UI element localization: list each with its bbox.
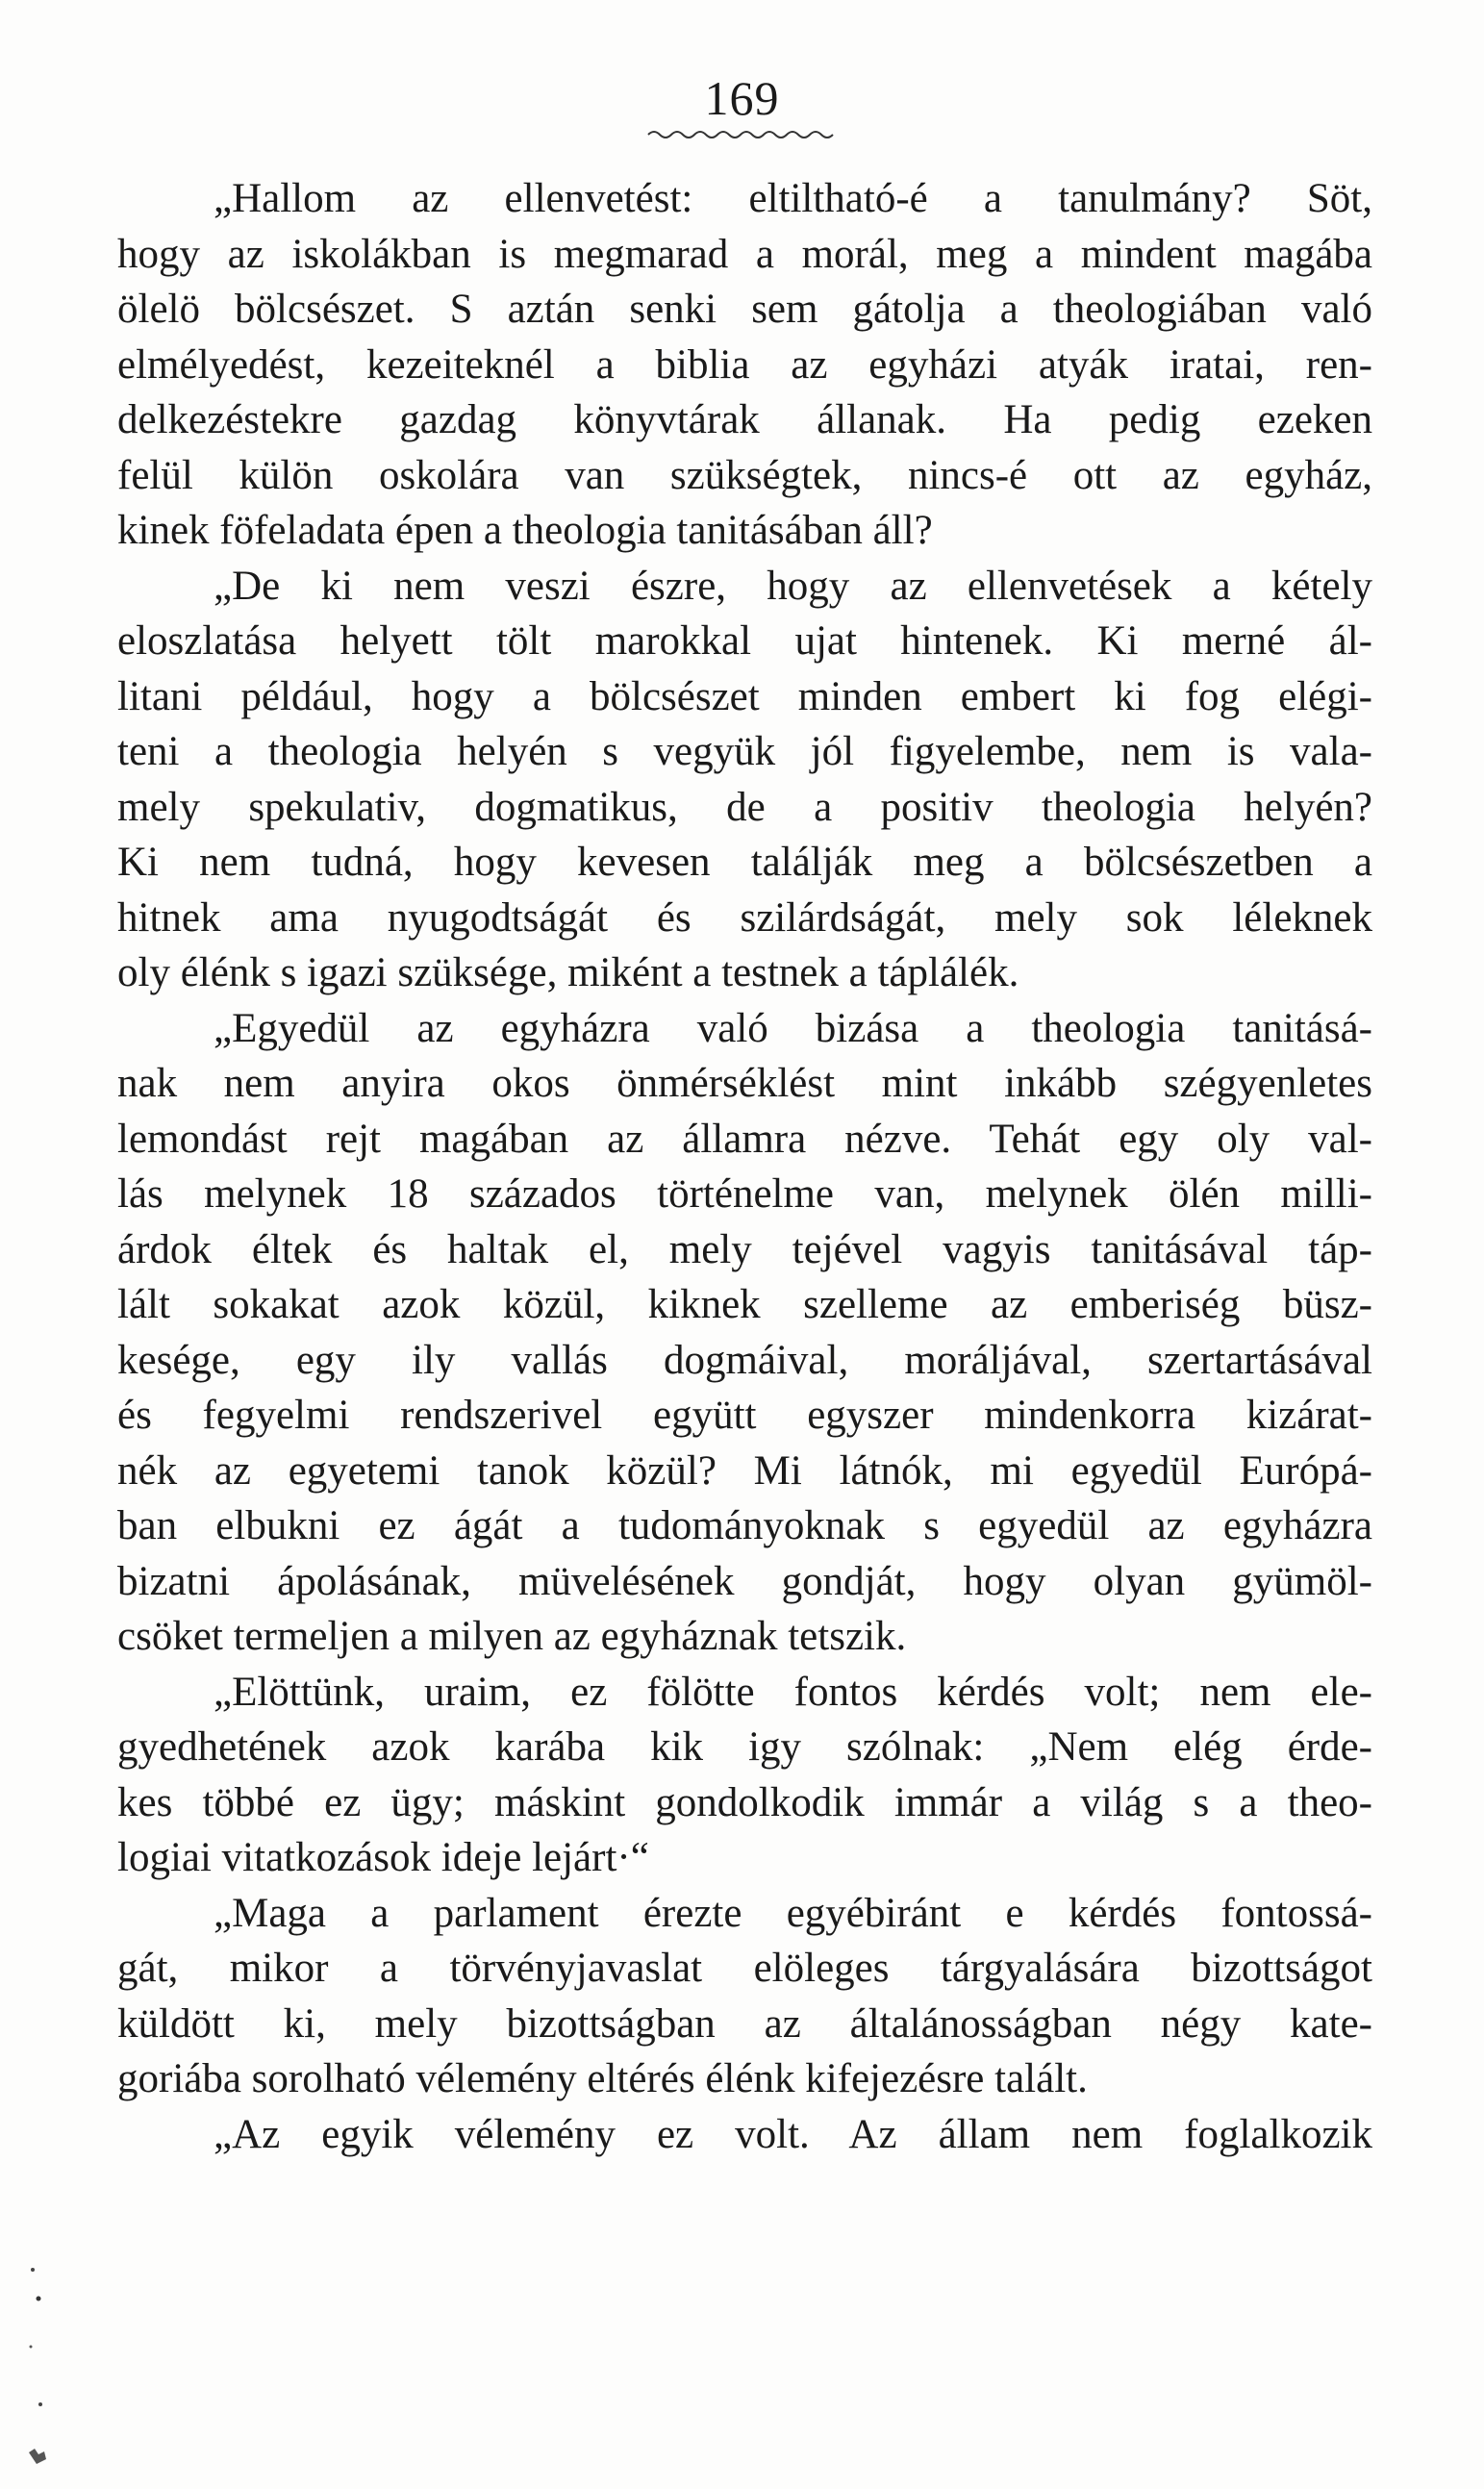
text-line: eloszlatása helyett tölt marokkal ujat hintenek. Ki merné ál-	[117, 618, 1372, 664]
text-line: bizatni ápolásának, müvelésének gondját, hogy olyan gyümöl-	[117, 1558, 1372, 1604]
page-number: 169	[704, 71, 780, 125]
text-line: logiai vitatkozások ideje lejárt·“	[117, 1835, 649, 1880]
text-line: „Elöttünk, uraim, ez fölötte fontos kérdés volt; nem ele-	[214, 1669, 1372, 1715]
text-line: ban elbukni ez ágát a tudományoknak s egyedül az egyházra	[117, 1503, 1372, 1548]
wavy-ornament	[646, 127, 839, 142]
text-line: árdok éltek és haltak el, mely tejével vagyis tanitásával táp-	[117, 1226, 1372, 1272]
text-line: lált sokakat azok közül, kiknek szelleme az emberiség büsz-	[117, 1282, 1372, 1327]
text-line: nék az egyetemi tanok közül? Mi látnók, mi egyedül Európá-	[117, 1447, 1372, 1494]
text-line: csöket termeljen a milyen az egyháznak tetszik.	[117, 1614, 907, 1659]
text-line: teni a theologia helyén s vegyük jól figyelembe, nem is vala-	[117, 729, 1372, 774]
margin-specks	[19, 2260, 58, 2481]
text-line: „Hallom az ellenvetést: eltiltható-é a tanulmány? Söt,	[214, 176, 1372, 221]
text-line: „Az egyik vélemény ez volt. Az állam nem foglalkozik	[214, 2111, 1372, 2157]
text-line: „Maga a parlament érezte egyébiránt e kérdés fontossá-	[214, 1890, 1372, 1936]
text-line: lemondást rejt magában az államra nézve. Tehát egy oly val-	[117, 1116, 1372, 1162]
text-line: lás melynek 18 százados történelme van, melynek ölén milli-	[117, 1171, 1372, 1217]
text-line: ölelö bölcsészet. S aztán senki sem gátolja a theologiában való	[117, 287, 1372, 332]
text-line: kes többé ez ügy; máskint gondolkodik immár a világ s a theo-	[117, 1779, 1372, 1825]
text-line: „De ki nem veszi észre, hogy az ellenvetések a kétely	[214, 563, 1372, 609]
text-line: kesége, egy ily vallás dogmáival, moráljával, szertartásával	[117, 1337, 1372, 1383]
text-line: gát, mikor a törvényjavaslat elöleges tárgyalására bizottságot	[117, 1946, 1372, 1991]
text-line: goriába sorolható vélemény eltérés élénk kifejezésre talált.	[117, 2056, 1088, 2101]
text-line: delkezéstekre gazdag könyvtárak állanak. Ha pedig ezeken	[117, 397, 1372, 442]
text-line: mely spekulativ, dogmatikus, de a positiv theologia helyén?	[117, 784, 1372, 830]
text-line: kinek föfeladata épen a theologia tanitásában áll?	[117, 508, 933, 553]
text-line: Ki nem tudná, hogy kevesen találják meg a bölcsészetben a	[117, 840, 1372, 885]
text-line: felül külön oskolára van szükségtek, nincs-é ott az egyház,	[117, 452, 1372, 498]
text-line: és fegyelmi rendszerivel együtt egyszer mindenkorra kizárat-	[117, 1393, 1372, 1438]
text-line: nak nem anyira okos önmérséklést mint inkább szégyenletes	[117, 1061, 1372, 1106]
text-line: gyedhetének azok karába kik igy szólnak: „Nem elég érde-	[117, 1724, 1372, 1770]
text-line: „Egyedül az egyházra való bizása a theologia tanitásá-	[214, 1005, 1372, 1051]
text-line: elmélyedést, kezeiteknél a biblia az egyházi atyák iratai, ren-	[117, 341, 1372, 388]
text-line: litani például, hogy a bölcsészet minden embert ki fog elégi-	[117, 673, 1372, 719]
text-line: hogy az iskolákban is megmarad a morál, meg a mindent magába	[117, 231, 1372, 277]
text-line: küldött ki, mely bizottságban az általánosságban négy kate-	[117, 2000, 1372, 2047]
text-line: oly élénk s igazi szüksége, miként a testnek a táplálék.	[117, 950, 1019, 995]
text-line: hitnek ama nyugodtságát és szilárdságát, mely sok léleknek	[117, 894, 1372, 941]
